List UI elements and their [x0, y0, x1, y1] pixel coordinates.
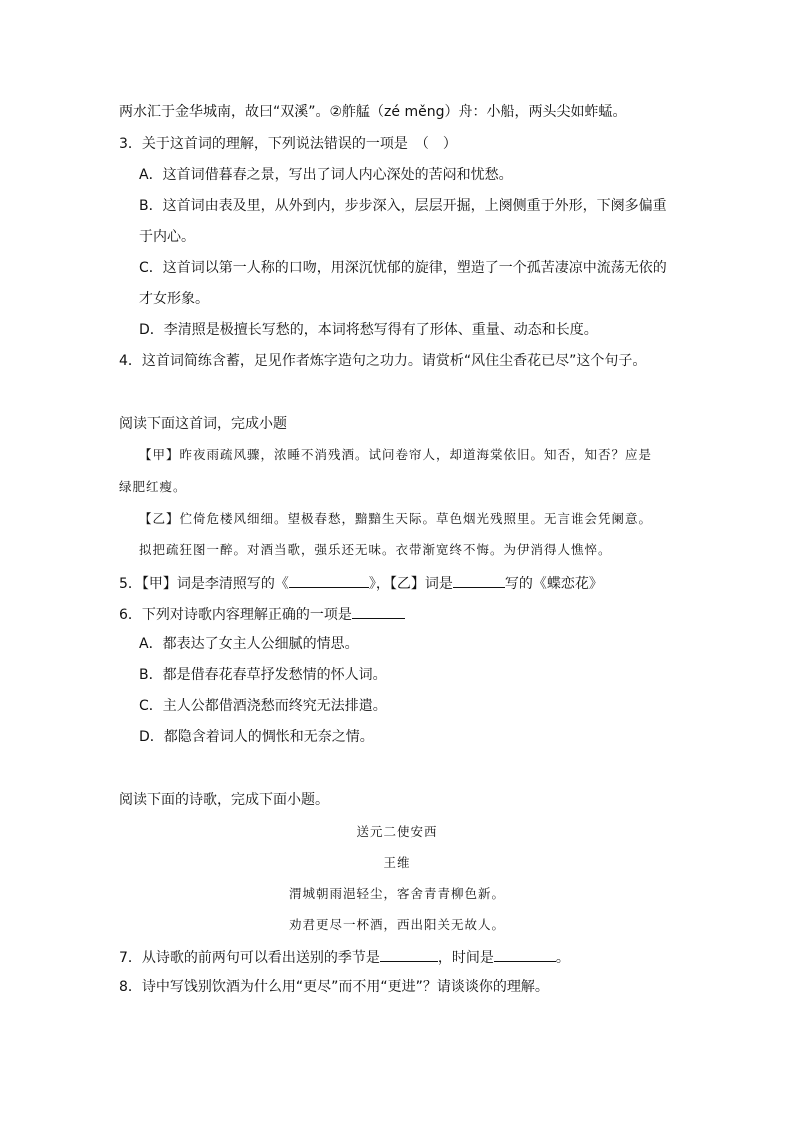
- poem-jia-line-1: 【甲】昨夜雨疏风骤，浓睡不消残酒。试问卷帘人，却道海棠依旧。知否，知否？应是: [139, 447, 653, 462]
- section-2-instruction: 阅读下面这首词，完成小题: [119, 416, 287, 432]
- question-7-stem: [119, 946, 570, 968]
- question-6-text: 6．下列对诗歌内容理解正确的一项是: [119, 607, 352, 623]
- answer-blank-7-time[interactable]: [494, 946, 556, 962]
- question-7-text-c: 。: [555, 950, 570, 966]
- question-7-text-b: ，时间是: [437, 950, 494, 966]
- poem-3-line-2: 劝君更尽一杯酒，西出阳关无故人。: [288, 917, 505, 932]
- poem-3-line-1: 渭城朝雨浥轻尘，客舍青青柳色新。: [288, 886, 505, 901]
- section-3-instruction: 阅读下面的诗歌，完成下面小题。: [119, 792, 329, 808]
- question-5-text-a: 5．【甲】词是李清照写的《: [119, 576, 289, 592]
- footnote-line: 两水汇于金华城南，故曰“双溪”。②舴艋（zé měng）舟：小船，两头尖如蚱蜢。: [119, 104, 627, 120]
- poem-jia-line-2: 绿肥红瘦。: [119, 479, 187, 494]
- question-8-stem: 8．诗中写饯别饮酒为什么用“更尽”而不用“更进”？请谈谈你的理解。: [119, 979, 549, 995]
- poem-3-title: 送元二使安西: [356, 824, 438, 839]
- question-5-text-c: 写的《蝶恋花》: [504, 576, 603, 592]
- question-6-stem: [119, 603, 405, 625]
- question-3-option-b-continued: 于内心。: [139, 229, 195, 245]
- answer-blank-7-season[interactable]: [380, 946, 438, 962]
- question-6-option-d: D．都隐含着词人的惆怅和无奈之情。: [139, 729, 374, 745]
- question-6-option-c: C．主人公都借酒浇愁而终究无法排遣。: [139, 698, 387, 714]
- poem-3-author: 王维: [383, 855, 411, 870]
- answer-blank-6[interactable]: [352, 603, 405, 619]
- poem-yi-line-2: 拟把疏狂图一醉。对酒当歌，强乐还无味。衣带渐宽终不悔。为伊消得人憔悴。: [139, 542, 612, 557]
- question-3-option-c-continued: 才女形象。: [139, 291, 209, 307]
- question-3-option-d: D．李清照是极擅长写愁的，本词将愁写得有了形体、重量、动态和长度。: [139, 322, 598, 338]
- answer-blank-5-author[interactable]: [453, 572, 505, 588]
- answer-blank-5-title[interactable]: [289, 572, 369, 588]
- question-6-option-a: A．都表达了女主人公细腻的情思。: [139, 636, 359, 652]
- question-6-option-b: B．都是借春花春草抒发愁情的怀人词。: [139, 667, 387, 683]
- question-5-stem: [119, 572, 603, 594]
- question-3-stem: 3．关于这首词的理解，下列说法错误的一项是 （ ）: [119, 136, 457, 152]
- question-3-option-a: A．这首词借暮春之景，写出了词人内心深处的苦闷和忧愁。: [139, 167, 513, 183]
- question-4-stem: 4．这首词简练含蓄，足见作者炼字造句之功力。请赏析“风住尘香花已尽”这个句子。: [119, 353, 647, 369]
- question-5-text-b: 》，【乙】词是: [368, 576, 453, 592]
- question-3-option-b: B．这首词由表及里，从外到内，步步深入，层层开掘，上阕侧重于外形，下阕多偏重: [139, 198, 667, 214]
- question-3-option-c: C．这首词以第一人称的口吻，用深沉忧郁的旋律，塑造了一个孤苦凄凉中流荡无依的: [139, 260, 667, 276]
- question-7-text-a: 7．从诗歌的前两句可以看出送别的季节是: [119, 950, 380, 966]
- poem-yi-line-1: 【乙】伫倚危楼风细细。望极春愁，黯黯生天际。草色烟光残照里。无言谁会凭阑意。: [139, 511, 653, 526]
